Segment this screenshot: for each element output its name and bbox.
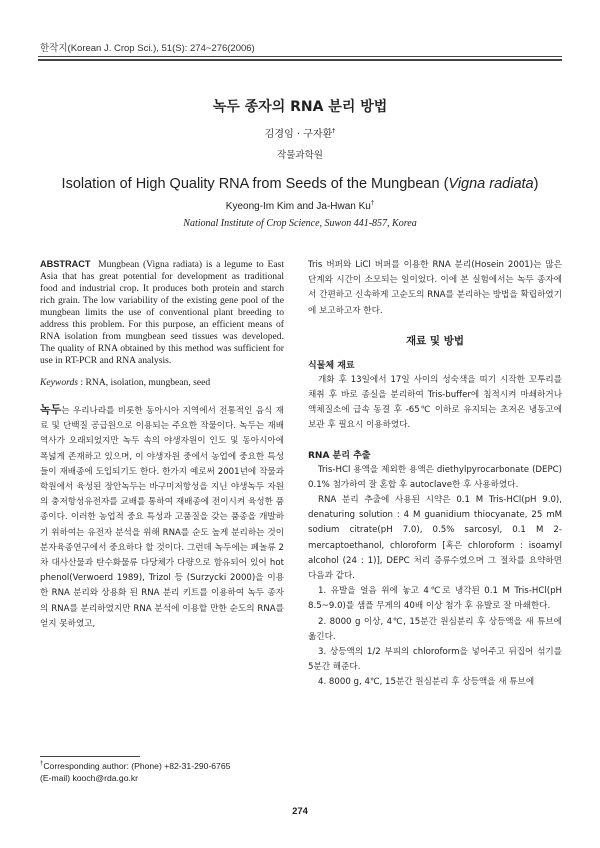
authors-korean-sup: † xyxy=(332,127,336,135)
right-column xyxy=(308,258,562,691)
abstract-label: ABSTRACT xyxy=(40,259,91,269)
title-english xyxy=(0,176,600,192)
intro-paragraph xyxy=(40,402,284,632)
procedure-step: 4. 8000 g, 4℃, 15분간 원심분리 후 상등액을 새 튜브에 xyxy=(318,677,535,688)
section-heading-methods: 재료 및 방법 xyxy=(405,334,465,347)
header-rule-thick xyxy=(38,59,562,61)
procedure-step: 2. 8000 g 이상, 4℃, 15분간 원심분리 후 상등액을 새 튜브에 옮긴다. xyxy=(308,616,562,642)
procedure-step: 3. 상등액의 1/2 부피의 chloroform을 넣어주고 뒤집어 섞기를 5분간 해준다. xyxy=(308,647,562,673)
subheading-rna-extraction: RNA 분리 추출 xyxy=(308,450,371,461)
title-english-main: Isolation of High Quality RNA from Seeds of the Mungbean ( xyxy=(61,176,449,192)
intro-lead-word: 녹두 xyxy=(40,403,62,416)
footnote-corresponding xyxy=(40,760,290,772)
running-head: 한작지(Korean J. Crop Sci.), 51(S): 274~276(2006) xyxy=(40,43,255,54)
left-column xyxy=(40,258,284,632)
footnote xyxy=(40,760,290,784)
rna-paragraph-1: Tris-HCl 용액을 제외한 용액은 diethylpyrocarbonate (DEPC) 0.1% 첨가하여 잘 혼합 후 autoclave한 후 사용하였다. xyxy=(308,464,562,490)
title-english-end: ) xyxy=(533,176,539,192)
keywords-text: : RNA, isolation, mungbean, seed xyxy=(78,377,211,388)
intro-continued: Tris 버퍼와 LiCl 버퍼를 이용한 RNA 분리(Hosein 2001)는 많은 단계와 시간이 소모되는 일이었다. 이에 본 실험에서는 녹두 종자에서 간편하고 신속하게 고순도의 RNA를 분리하는 방법을 확립하였기에 보고하고자 한다. xyxy=(308,260,562,316)
abstract-text: Mungbean (Vigna radiata) is a legume to East Asia that has great potential for development as traditional food and industrial crop. It produces both protein and starch rich grain. The low variability of the existing gene pool of the mungbean limits the use of conventional plant breeding to address this problem. For this purpose, an efficient means of RNA isolation from mungbean seed tissues was developed. The quality of RNA obtained by this method was sufficient for use in RT-PCR and RNA analysis. xyxy=(40,259,284,366)
intro-text: 는 우리나라를 비롯한 동아시아 지역에서 전통적인 음식 재료 및 단백질 공급원으로 이용되는 주요한 작물이다. 녹두는 재배 역사가 오래되었지만 녹두 속의 야생자원이 인도 및 동아시아에 폭넓게 존재하고 있으며, 이 야생자원 중에서 농업에 중요한 특성들이 재배종에 도입되기도 한다. 한가지 예로써 2001년에 작물과학원에서 육성된 장안녹두는 바구미저항성을 지닌 야생녹두 자원의 충저항성유전자를 교배를 통하여 재배종에 전이시켜 육성한 품종이다. 이러한 농업적 중요 특성과 고품질을 갖는 품종을 개발하기 위하여는 유전자 분석을 위해 RNA를 순도 높게 분리하는 것이 분자육종연구에서 중요하다 할 것이다. 그런데 녹두에는 페놀류 2차 대사산물과 탄수화물류 다당체가 다량으로 함유되어 있어 hot phenol(Verwoerd 1989), Trizol 등 (Surzycki 2000)을 이용한 RNA 분리와 상용화 된 RNA 분리 키트를 이용하여 녹두 종자의 RNA를 분리하였지만 RNA 분석에 이용할 만한 순도의 RNA를 얻지 못하였고, xyxy=(40,406,284,629)
authors-korean-names: 김경임 · 구자환 xyxy=(264,129,333,140)
footnote-rule xyxy=(40,756,140,757)
keywords-label: Keywords xyxy=(40,377,79,388)
authors-english xyxy=(0,201,600,212)
page-number: 274 xyxy=(292,806,308,817)
procedure-step: 1. 유발을 얼음 위에 놓고 4℃로 냉각된 0.1 M Tris-HCl(pH 8.5~9.0)를 샘플 무게의 40배 이상 첨가 후 유발로 잘 마쇄한다. xyxy=(308,586,562,612)
keywords xyxy=(40,377,284,388)
header-rule-thin xyxy=(38,56,562,57)
plant-material-paragraph: 개화 후 13일에서 17일 사이의 성숙색을 띠기 시작한 꼬투리를 채취 후 바로 종실을 분리하여 Tris-buffer에 침적시켜 마쇄하거나 액체질소에 급속 동결 후 -65℃ 이하로 유지되는 초저온 냉동고에 보관 후 필요시 이용하였다. xyxy=(308,374,562,431)
abstract xyxy=(40,258,284,367)
footnote-sup: † xyxy=(40,761,44,768)
affiliation-korean: 작물과학원 xyxy=(277,150,323,161)
authors-korean xyxy=(0,125,600,140)
affiliation-english: National Institute of Crop Science, Suwon 441-857, Korea xyxy=(183,218,417,229)
title-english-species: Vigna radiata xyxy=(448,176,534,192)
title-korean: 녹두 종자의 RNA 분리 방법 xyxy=(212,99,388,115)
footnote-phone: Corresponding author: (Phone) +82-31-290-6765 xyxy=(43,761,231,771)
rna-paragraph-2: RNA 분리 추출에 사용된 시약은 0.1 M Tris-HCl(pH 9.0), denaturing solution : 4 M guanidium thiocyanate, 25 mM sodium citrate(pH 7.0), 0.5% sarcosyl, 0.1 M 2-mercaptoethanol, chloroform [혹은 chloroform : isoamyl alcohol (24 : 1)], DEPC 처리 증류수였으며 그 절차를 요약하면 다음과 같다. xyxy=(308,495,562,582)
authors-english-names: Kyeong-Im Kim and Ja-Hwan Ku xyxy=(225,201,371,212)
authors-english-sup: † xyxy=(370,200,375,207)
subheading-plant-material: 식물체 재료 xyxy=(308,360,355,371)
footnote-email: (E-mail) kooch@rda.go.kr xyxy=(40,773,139,783)
